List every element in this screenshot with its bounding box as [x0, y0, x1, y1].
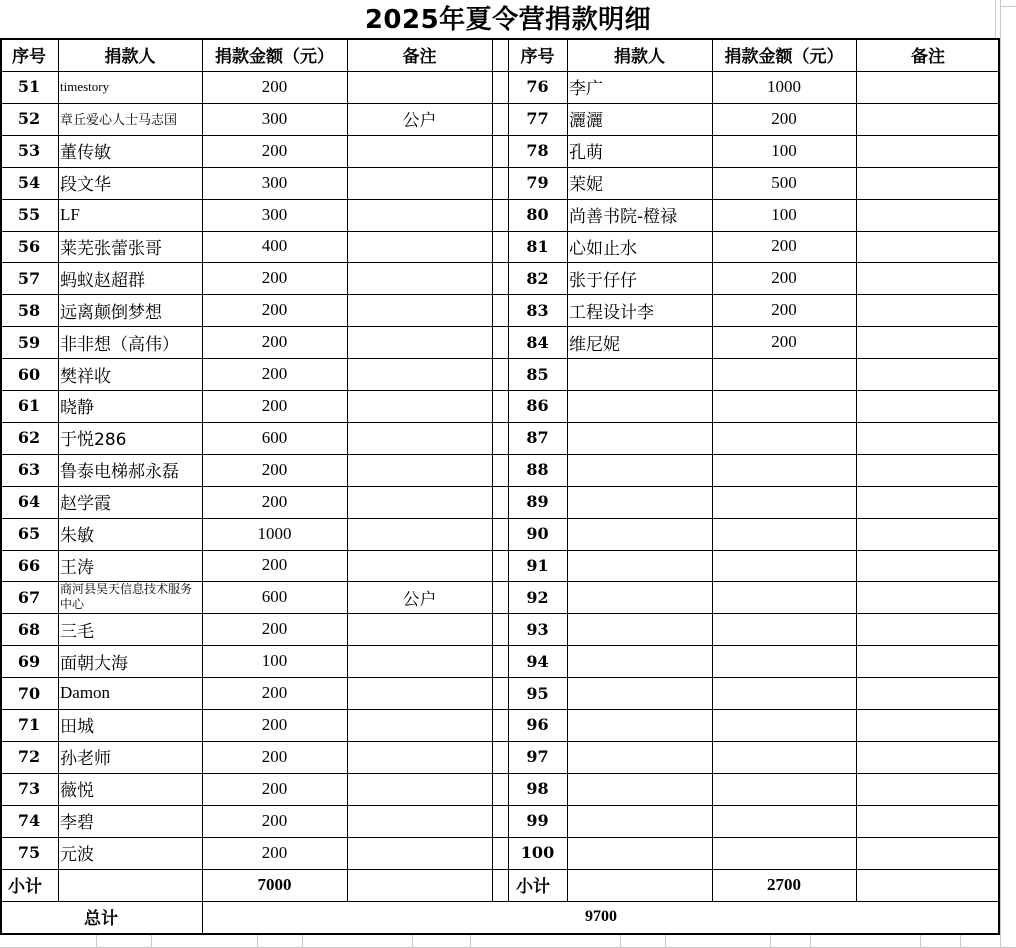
note-cell[interactable] — [856, 294, 1000, 326]
seq-cell[interactable]: 83 — [526, 300, 549, 320]
donor-name-cell[interactable] — [567, 805, 712, 837]
seq-cell[interactable]: 91 — [526, 555, 549, 575]
seq-cell[interactable]: 74 — [17, 811, 41, 831]
seq-cell[interactable]: 76 — [526, 77, 549, 97]
seq-cell[interactable]: 72 — [17, 747, 41, 767]
donor-name-cell[interactable] — [567, 645, 712, 677]
row-border — [0, 677, 1000, 678]
sheet-gridline — [1000, 6, 1016, 7]
header-bottom-border — [0, 71, 1000, 72]
amount-cell[interactable]: 200 — [261, 810, 288, 830]
column-border — [567, 38, 568, 901]
seq-cell[interactable]: 99 — [526, 811, 549, 831]
note-cell[interactable] — [347, 773, 492, 805]
seq-cell[interactable]: 87 — [526, 428, 549, 448]
note-cell[interactable] — [856, 326, 1000, 358]
amount-cell[interactable] — [712, 422, 856, 454]
seq-cell[interactable]: 68 — [17, 619, 41, 639]
row-border — [0, 550, 1000, 551]
amount-cell[interactable]: 200 — [261, 364, 288, 384]
row-border — [0, 709, 1000, 710]
note-cell[interactable] — [856, 773, 1000, 805]
seq-cell[interactable]: 56 — [17, 236, 41, 256]
row-border — [0, 486, 1000, 487]
header-donor-left[interactable]: 捐款人 — [104, 47, 156, 67]
seq-cell[interactable]: 82 — [526, 268, 549, 288]
row-border — [0, 869, 1000, 870]
row-border — [0, 390, 1000, 391]
donor-name-cell[interactable]: 樊祥收 — [60, 366, 111, 387]
header-amount-right[interactable]: 捐款金额（元） — [724, 47, 844, 67]
note-cell[interactable] — [856, 358, 1000, 390]
row-border — [0, 422, 1000, 423]
donor-name-cell[interactable]: 灑灑 — [569, 111, 603, 132]
donor-name-cell[interactable]: 商河县昊天信息技术服务中心 — [60, 582, 193, 612]
donor-name-cell[interactable]: 段文华 — [60, 175, 111, 196]
note-cell[interactable] — [347, 677, 492, 709]
amount-cell[interactable] — [712, 550, 856, 582]
amount-cell[interactable]: 200 — [261, 395, 288, 415]
donor-name-cell[interactable] — [567, 677, 712, 709]
amount-cell[interactable] — [712, 581, 856, 613]
note-cell[interactable] — [856, 709, 1000, 741]
note-cell[interactable] — [856, 71, 1000, 103]
donor-name-cell[interactable]: 维尼妮 — [569, 334, 620, 355]
seq-cell[interactable]: 89 — [526, 492, 549, 512]
subtotal-label-left[interactable]: 小计 — [8, 877, 42, 897]
header-note-right[interactable]: 备注 — [911, 47, 945, 67]
note-cell[interactable] — [347, 454, 492, 486]
note-cell[interactable] — [856, 199, 1000, 231]
donor-name-cell[interactable]: 于悦286 — [60, 430, 127, 451]
column-border — [712, 38, 713, 901]
amount-cell[interactable]: 200 — [771, 300, 797, 320]
note-cell[interactable] — [347, 709, 492, 741]
donor-name-cell[interactable]: 远离颠倒梦想 — [60, 302, 162, 323]
row-border — [0, 167, 1000, 168]
amount-cell[interactable]: 300 — [261, 204, 288, 224]
table-top-border — [0, 38, 1000, 40]
seq-cell[interactable]: 71 — [17, 715, 41, 735]
note-cell[interactable] — [347, 199, 492, 231]
column-border — [202, 901, 203, 933]
seq-cell[interactable]: 98 — [526, 779, 549, 799]
donor-name-cell[interactable]: 朱敏 — [60, 526, 94, 547]
donor-name-cell[interactable]: 心如止水 — [569, 238, 637, 259]
donor-name-cell[interactable] — [567, 390, 712, 422]
donor-name-cell[interactable]: 李广 — [569, 79, 603, 100]
donor-name-cell[interactable]: LF — [60, 204, 80, 224]
seq-cell[interactable]: 67 — [17, 587, 41, 607]
header-donor-right[interactable]: 捐款人 — [614, 47, 665, 67]
donor-name-cell[interactable]: 赵学霞 — [60, 494, 111, 515]
note-cell[interactable]: 公户 — [402, 589, 437, 610]
row-border — [0, 518, 1000, 519]
donor-name-cell[interactable] — [567, 709, 712, 741]
amount-cell[interactable]: 200 — [771, 332, 797, 352]
amount-cell[interactable] — [712, 741, 856, 773]
seq-cell[interactable]: 70 — [17, 683, 41, 703]
donor-name-cell[interactable] — [567, 773, 712, 805]
donor-name-cell[interactable] — [567, 613, 712, 645]
note-cell[interactable] — [856, 167, 1000, 199]
row-border — [0, 837, 1000, 838]
donor-name-cell[interactable]: 鲁泰电梯郝永磊 — [60, 462, 179, 483]
amount-cell[interactable]: 200 — [261, 332, 288, 352]
column-border — [998, 38, 1000, 933]
seq-cell[interactable]: 94 — [526, 651, 549, 671]
amount-cell[interactable] — [712, 358, 856, 390]
donor-name-cell[interactable]: 田城 — [60, 717, 94, 738]
note-cell[interactable] — [856, 677, 1000, 709]
amount-cell[interactable]: 100 — [261, 651, 288, 671]
amount-cell[interactable] — [712, 454, 856, 486]
donor-name-cell[interactable]: 王涛 — [60, 557, 94, 578]
amount-cell[interactable]: 200 — [261, 491, 288, 511]
note-cell[interactable] — [856, 645, 1000, 677]
column-border — [347, 38, 348, 901]
note-cell[interactable] — [856, 135, 1000, 167]
column-border — [0, 38, 2, 933]
note-cell[interactable] — [856, 422, 1000, 454]
note-cell[interactable] — [856, 518, 1000, 550]
amount-cell[interactable]: 200 — [261, 555, 288, 575]
row-border — [0, 358, 1000, 359]
note-cell[interactable] — [347, 422, 492, 454]
seq-cell[interactable]: 85 — [526, 364, 549, 384]
subtotal-amount-right[interactable]: 2700 — [767, 874, 801, 894]
seq-cell[interactable]: 64 — [17, 492, 41, 512]
note-cell[interactable] — [347, 358, 492, 390]
note-cell[interactable] — [856, 486, 1000, 518]
note-cell[interactable] — [856, 550, 1000, 582]
note-cell[interactable] — [856, 231, 1000, 263]
seq-cell[interactable]: 63 — [17, 460, 41, 480]
subtotal-amount-left[interactable]: 7000 — [257, 874, 292, 894]
donor-name-cell[interactable] — [567, 454, 712, 486]
amount-cell[interactable] — [712, 773, 856, 805]
amount-cell[interactable]: 200 — [261, 619, 288, 639]
seq-cell[interactable]: 65 — [17, 524, 41, 544]
seq-cell[interactable]: 57 — [17, 268, 41, 288]
row-border — [0, 645, 1000, 646]
note-cell[interactable] — [347, 294, 492, 326]
note-cell[interactable] — [347, 613, 492, 645]
note-cell[interactable] — [856, 390, 1000, 422]
donor-name-cell[interactable]: 三毛 — [60, 621, 94, 642]
note-cell[interactable] — [856, 837, 1000, 869]
row-border — [0, 294, 1000, 295]
subtotal-bottom-border — [0, 901, 1000, 902]
note-cell[interactable] — [856, 454, 1000, 486]
note-cell[interactable] — [347, 71, 492, 103]
subtotal-label-right[interactable]: 小计 — [516, 877, 550, 897]
row-border — [0, 741, 1000, 742]
donor-name-cell[interactable]: 工程设计李 — [569, 302, 654, 323]
amount-cell[interactable]: 200 — [261, 842, 288, 862]
donor-name-cell[interactable] — [567, 550, 712, 582]
amount-cell[interactable]: 600 — [261, 427, 288, 447]
note-cell[interactable] — [347, 167, 492, 199]
donor-name-cell[interactable] — [567, 518, 712, 550]
note-cell[interactable] — [347, 326, 492, 358]
amount-cell[interactable]: 500 — [771, 172, 797, 192]
seq-cell[interactable]: 95 — [526, 683, 549, 703]
note-cell[interactable]: 公户 — [402, 111, 437, 132]
donor-name-cell[interactable]: 薇悦 — [60, 781, 94, 802]
row-border — [0, 262, 1000, 263]
row-border — [0, 231, 1000, 232]
seq-cell[interactable]: 78 — [526, 141, 549, 161]
amount-cell[interactable]: 200 — [261, 683, 288, 703]
seq-cell[interactable]: 86 — [526, 396, 549, 416]
note-cell[interactable] — [347, 805, 492, 837]
amount-cell[interactable]: 600 — [261, 587, 288, 607]
seq-cell[interactable]: 90 — [526, 524, 549, 544]
note-cell[interactable] — [347, 645, 492, 677]
header-note-left[interactable]: 备注 — [402, 47, 437, 67]
row-border — [0, 805, 1000, 806]
amount-cell[interactable]: 1000 — [257, 523, 292, 543]
amount-cell[interactable] — [712, 805, 856, 837]
amount-cell[interactable]: 200 — [261, 746, 288, 766]
amount-cell[interactable]: 100 — [771, 140, 797, 160]
table-bottom-border — [0, 933, 1000, 935]
note-cell[interactable] — [856, 613, 1000, 645]
column-border — [856, 38, 857, 901]
note-cell[interactable] — [347, 518, 492, 550]
header-amount-left[interactable]: 捐款金额（元） — [215, 47, 334, 67]
column-border — [508, 38, 509, 901]
seq-cell[interactable]: 62 — [17, 428, 41, 448]
donor-name-cell[interactable]: 晓静 — [60, 398, 94, 419]
amount-cell[interactable]: 200 — [261, 459, 288, 479]
seq-cell[interactable]: 58 — [17, 300, 41, 320]
donor-name-cell[interactable]: 面朝大海 — [60, 653, 128, 674]
seq-cell[interactable]: 79 — [526, 173, 549, 193]
donor-name-cell[interactable] — [567, 422, 712, 454]
row-border — [0, 613, 1000, 614]
donor-name-cell[interactable]: Damon — [60, 683, 111, 703]
sheet-gridline — [1000, 0, 1001, 948]
seq-cell[interactable]: 61 — [17, 396, 41, 416]
header-seq-right[interactable]: 序号 — [520, 47, 555, 67]
seq-cell[interactable]: 100 — [520, 843, 555, 863]
donor-name-cell[interactable] — [567, 486, 712, 518]
donor-name-cell[interactable]: 章丘爱心人士马志国 — [60, 113, 178, 129]
amount-cell[interactable]: 400 — [261, 236, 288, 256]
amount-cell[interactable]: 200 — [261, 300, 288, 320]
donor-name-cell[interactable]: 李碧 — [60, 813, 94, 834]
seq-cell[interactable]: 73 — [17, 779, 41, 799]
seq-cell[interactable]: 97 — [526, 747, 549, 767]
seq-cell[interactable]: 80 — [526, 205, 549, 225]
amount-cell[interactable]: 200 — [261, 268, 288, 288]
seq-cell[interactable]: 81 — [526, 236, 549, 256]
seq-cell[interactable]: 54 — [17, 173, 41, 193]
amount-cell[interactable] — [712, 390, 856, 422]
seq-cell[interactable]: 96 — [526, 715, 549, 735]
column-border — [492, 38, 493, 901]
amount-cell[interactable] — [712, 709, 856, 741]
note-cell[interactable] — [347, 550, 492, 582]
donor-name-cell[interactable]: 尚善书院-橙禄 — [569, 207, 678, 228]
amount-cell[interactable] — [712, 677, 856, 709]
seq-cell[interactable]: 88 — [526, 460, 549, 480]
row-border — [0, 773, 1000, 774]
seq-cell[interactable]: 59 — [17, 332, 41, 352]
note-cell[interactable] — [347, 135, 492, 167]
grand-total-amount[interactable]: 9700 — [585, 907, 617, 925]
amount-cell[interactable]: 200 — [261, 778, 288, 798]
row-border — [0, 199, 1000, 200]
note-cell[interactable] — [856, 741, 1000, 773]
amount-cell[interactable]: 300 — [261, 172, 288, 192]
donor-name-cell[interactable]: 莱芜张蕾张哥 — [60, 238, 162, 259]
note-cell[interactable] — [856, 805, 1000, 837]
donor-name-cell[interactable]: 蚂蚁赵超群 — [60, 270, 145, 291]
amount-cell[interactable] — [712, 645, 856, 677]
amount-cell[interactable] — [712, 837, 856, 869]
donor-name-cell[interactable]: timestory — [60, 78, 110, 94]
page-title: 2025年夏令营捐款明细 — [364, 5, 652, 35]
amount-cell[interactable] — [712, 486, 856, 518]
note-cell[interactable] — [347, 837, 492, 869]
amount-cell[interactable] — [712, 518, 856, 550]
amount-cell[interactable]: 100 — [771, 204, 797, 224]
seq-cell[interactable]: 66 — [17, 555, 41, 575]
seq-cell[interactable]: 92 — [526, 587, 549, 607]
donor-name-cell[interactable]: 孙老师 — [60, 749, 111, 770]
column-border — [58, 38, 59, 901]
amount-cell[interactable]: 200 — [261, 140, 288, 160]
amount-cell[interactable]: 200 — [771, 108, 797, 128]
grand-total-label[interactable]: 总计 — [84, 909, 118, 929]
donor-name-cell[interactable] — [567, 581, 712, 613]
seq-cell[interactable]: 93 — [526, 619, 549, 639]
seq-cell[interactable]: 52 — [17, 109, 41, 129]
amount-cell[interactable]: 200 — [261, 714, 288, 734]
amount-cell[interactable]: 1000 — [767, 76, 801, 96]
row-border — [0, 581, 1000, 582]
donor-name-cell[interactable]: 董传敏 — [60, 143, 111, 164]
donor-name-cell[interactable]: 元波 — [60, 845, 94, 866]
note-cell[interactable] — [347, 741, 492, 773]
donor-name-cell[interactable]: 茉妮 — [569, 175, 603, 196]
seq-cell[interactable]: 69 — [17, 651, 41, 671]
donor-name-cell[interactable] — [567, 741, 712, 773]
row-border — [0, 103, 1000, 104]
seq-cell[interactable]: 51 — [17, 77, 41, 97]
sheet-gridline — [995, 0, 996, 38]
header-seq-left[interactable]: 序号 — [12, 47, 46, 67]
donor-name-cell[interactable] — [567, 837, 712, 869]
amount-cell[interactable]: 200 — [771, 236, 797, 256]
amount-cell[interactable]: 200 — [261, 76, 288, 96]
note-cell[interactable] — [347, 262, 492, 294]
row-border — [0, 454, 1000, 455]
donor-name-cell[interactable]: 张于仔仔 — [569, 270, 637, 291]
row-border — [0, 326, 1000, 327]
seq-cell[interactable]: 75 — [17, 843, 41, 863]
donor-name-cell[interactable] — [567, 358, 712, 390]
note-cell[interactable] — [347, 390, 492, 422]
amount-cell[interactable]: 200 — [771, 268, 797, 288]
row-border — [0, 135, 1000, 136]
seq-cell[interactable]: 53 — [17, 141, 41, 161]
seq-cell[interactable]: 60 — [17, 364, 41, 384]
note-cell[interactable] — [347, 486, 492, 518]
amount-cell[interactable] — [712, 613, 856, 645]
donor-name-cell[interactable]: 孔萌 — [569, 143, 603, 164]
donor-name-cell[interactable]: 非非想（高伟） — [60, 334, 179, 355]
note-cell[interactable] — [856, 262, 1000, 294]
seq-cell[interactable]: 84 — [526, 332, 549, 352]
seq-cell[interactable]: 55 — [17, 205, 41, 225]
amount-cell[interactable]: 300 — [261, 108, 288, 128]
note-cell[interactable] — [856, 103, 1000, 135]
note-cell[interactable] — [347, 231, 492, 263]
seq-cell[interactable]: 77 — [526, 109, 549, 129]
note-cell[interactable] — [856, 581, 1000, 613]
column-border — [202, 38, 203, 901]
sheet-gridline — [0, 947, 1016, 948]
